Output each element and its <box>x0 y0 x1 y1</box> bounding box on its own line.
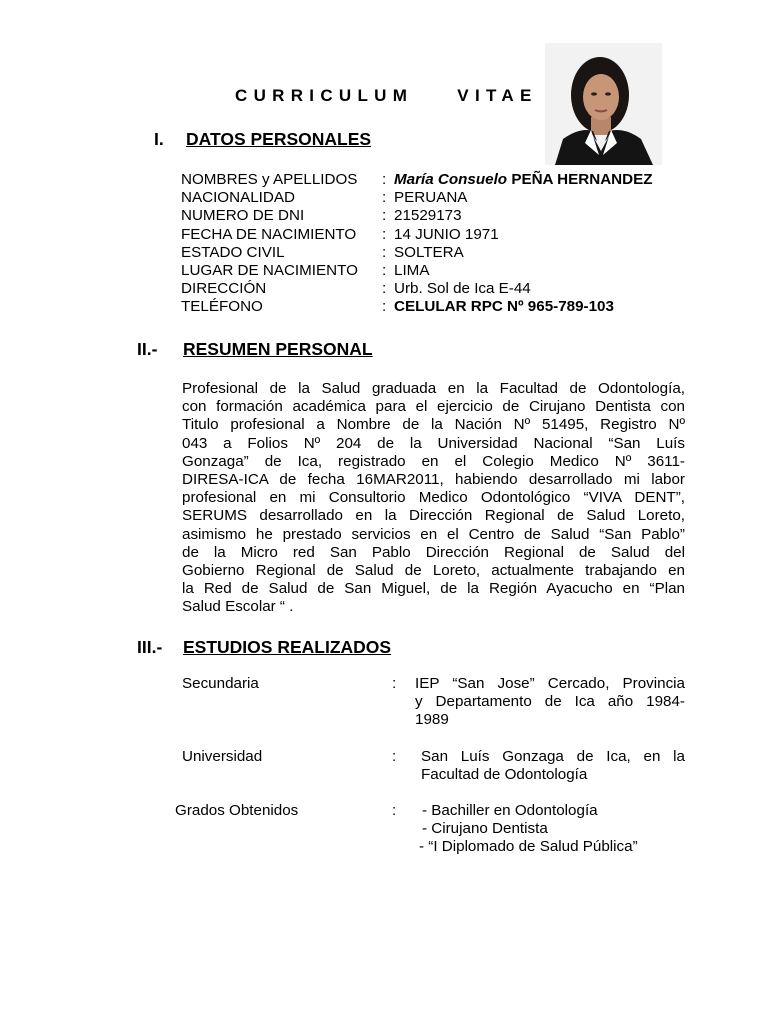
summary-line: Gonzaga” de Ica, registrado en el Colegio Medico Nº 3611- <box>182 452 685 470</box>
profile-photo <box>545 43 662 165</box>
personal-row-phone <box>181 298 701 316</box>
summary-line: DIRESA-ICA de fecha 16MAR2011, habiendo desarrollado mi labor <box>182 470 685 488</box>
summary-line: de la Micro red San Pablo Dirección Regional de Salud del <box>182 543 685 561</box>
field-label: NUMERO DE DNI <box>181 207 305 225</box>
study-separator: : <box>392 802 397 819</box>
field-value: 21529173 <box>394 207 462 225</box>
study-label: Grados Obtenidos <box>175 802 299 819</box>
summary-line: la Red de Salud de San Miguel, de la Región Ayacucho en “Plan <box>182 580 685 598</box>
field-separator: : <box>382 298 387 316</box>
section-number-summary: II.- <box>137 339 158 359</box>
field-value-phone: CELULAR RPC Nº 965-789-103 <box>394 298 614 316</box>
field-label: FECHA DE NACIMIENTO <box>181 225 357 243</box>
study-line: - Cirujano Dentista <box>422 820 548 838</box>
section-title-summary: RESUMEN PERSONAL <box>183 339 373 359</box>
summary-line: 043 a Folios Nº 204 de la Universidad Nacional “San Luís <box>182 434 685 452</box>
field-separator: : <box>382 225 387 243</box>
summary-line: Gobierno Regional de Salud de Loreto, actualmente trabajando en <box>182 561 685 579</box>
study-line: San Luís Gonzaga de Ica, en la <box>421 748 685 765</box>
field-value-name <box>394 171 653 189</box>
study-line: Facultad de Odontología <box>421 766 588 784</box>
field-value: SOLTERA <box>394 243 464 261</box>
study-line: y Departamento de Ica año 1984- <box>415 693 685 711</box>
field-value: 14 JUNIO 1971 <box>394 225 499 243</box>
field-separator: : <box>382 243 387 261</box>
field-value: Urb. Sol de Ica E-44 <box>394 280 531 298</box>
summary-line: Profesional de la Salud graduada en la Facultad de Odontología, <box>182 380 685 397</box>
personal-row-civil-status <box>181 244 701 262</box>
personal-data-list <box>181 171 701 317</box>
study-label: Universidad <box>182 748 263 765</box>
study-value <box>421 748 685 784</box>
field-value: LIMA <box>394 261 430 279</box>
summary-line: con formación académica para el ejercicio de Cirujano Dentista con <box>182 398 685 416</box>
section-title-personal: DATOS PERSONALES <box>186 129 372 149</box>
section-number-personal: I. <box>154 129 164 149</box>
study-line: - Bachiller en Odontología <box>422 802 598 819</box>
field-label: NACIONALIDAD <box>181 189 295 207</box>
field-label: NOMBRES y APELLIDOS <box>181 171 358 188</box>
field-label: ESTADO CIVIL <box>181 243 285 261</box>
portrait-image <box>545 43 662 165</box>
personal-row-nationality <box>181 189 701 207</box>
study-label: Secundaria <box>182 675 259 692</box>
document-title: CURRICULUM VITAE <box>235 86 538 105</box>
field-separator: : <box>382 207 387 225</box>
field-separator: : <box>382 171 387 188</box>
summary-line: profesional en mi Consultorio Medico Odontológico “VIVA DENT”, <box>182 489 685 507</box>
summary-line: SERUMS desarrollado en la Dirección Regional de Salud Loreto, <box>182 507 685 525</box>
study-value <box>421 802 681 857</box>
personal-row-birthplace <box>181 262 701 280</box>
last-names: PEÑA HERNANDEZ <box>507 171 653 188</box>
personal-row-name <box>181 171 701 189</box>
field-label: LUGAR DE NACIMIENTO <box>181 261 358 279</box>
study-line: - “I Diplomado de Salud Pública” <box>419 838 638 856</box>
field-value: PERUANA <box>394 189 468 207</box>
summary-line: asimismo he prestado servicios en el Centro de Salud “San Pablo” <box>182 525 685 543</box>
field-separator: : <box>382 280 387 298</box>
field-label: DIRECCIÓN <box>181 280 267 298</box>
personal-summary <box>182 380 685 616</box>
section-title-studies: ESTUDIOS REALIZADOS <box>183 637 392 657</box>
personal-row-dni <box>181 207 701 225</box>
personal-row-address <box>181 280 701 298</box>
summary-line: Titulo profesional a Nombre de la Nación Nº 51495, Registro Nº <box>182 416 685 434</box>
first-names: María Consuelo <box>394 171 508 188</box>
personal-row-birthdate <box>181 226 701 244</box>
field-separator: : <box>382 261 387 279</box>
study-value <box>415 675 685 730</box>
study-line: IEP “San Jose” Cercado, Provincia <box>415 675 685 692</box>
field-separator: : <box>382 189 387 207</box>
study-separator: : <box>392 748 397 765</box>
study-separator: : <box>392 675 397 692</box>
section-number-studies: III.- <box>137 637 163 657</box>
summary-line: Salud Escolar “ . <box>182 598 294 616</box>
study-line: 1989 <box>415 711 449 729</box>
field-label: TELÉFONO <box>181 298 263 316</box>
